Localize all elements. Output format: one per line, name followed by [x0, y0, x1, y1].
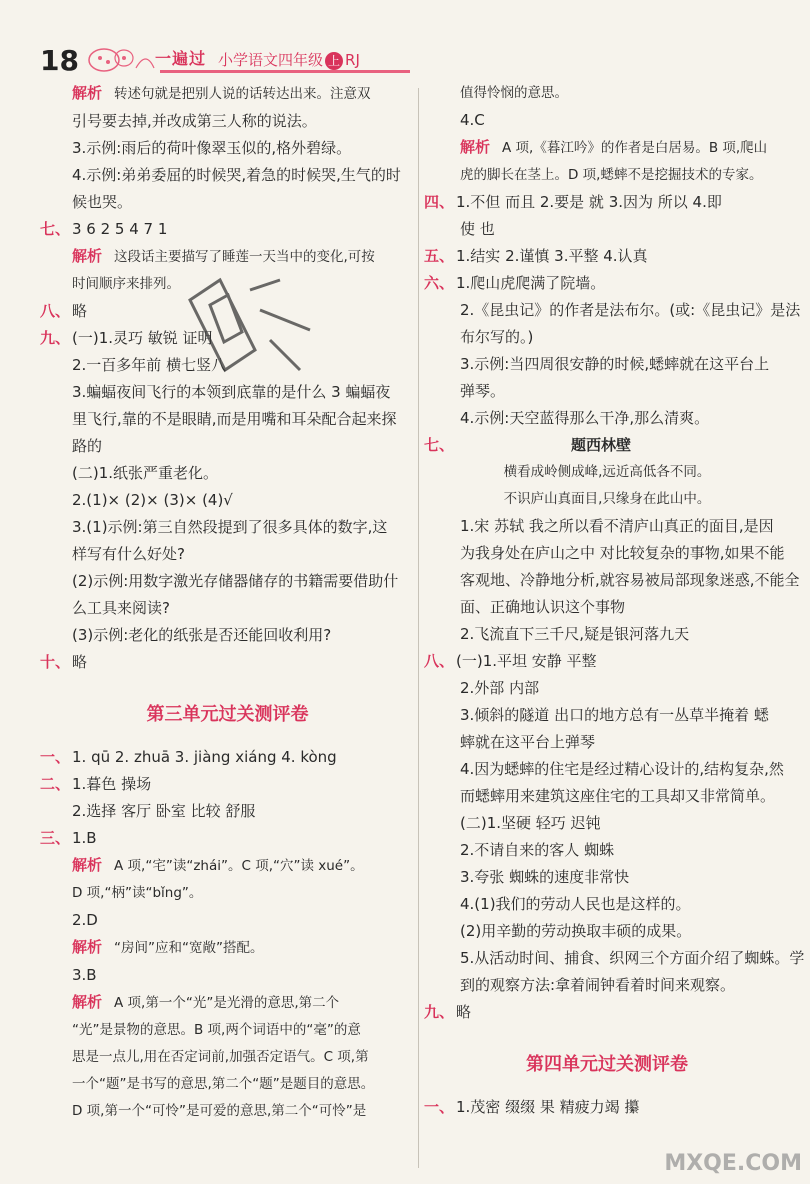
answer-line: 5.从活动时间、捕食、织网三个方面介绍了蜘蛛。学 — [460, 949, 805, 967]
question-number: 七、 — [424, 436, 455, 454]
question-number: 十、 — [40, 653, 71, 671]
answer-line — [424, 1094, 790, 1121]
answer-line: (3)示例:老化的纸张是否还能回收利用? — [72, 626, 332, 644]
answer-text: 3 6 2 5 4 7 1 — [72, 220, 168, 238]
right-column — [424, 80, 805, 1121]
question-number: 三、 — [40, 829, 71, 847]
answer-line: 路的 — [72, 437, 103, 455]
answer-line: 客观地、冷静地分析,就容易被局部现象迷惑,不能全 — [460, 571, 800, 589]
analysis-text: A 项,“宅”读“zhái”。C 项,“穴”读 xué”。 — [114, 858, 364, 874]
answer-line: 而蟋蟀用来建筑这座住宅的工具却又非常简单。 — [460, 787, 776, 805]
answer-line: 样写有什么好处? — [72, 545, 185, 563]
answer-line: 4.示例:天空蓝得那么干净,那么清爽。 — [460, 409, 710, 427]
answer-line: 3.示例:当四周很安静的时候,蟋蟀就在这平台上 — [460, 355, 770, 373]
answer-line: 2.选择 客厅 卧室 比较 舒服 — [72, 802, 256, 820]
answer-line: 2.外部 内部 — [460, 679, 540, 697]
analysis-label: 解析 — [460, 138, 491, 156]
answer-line: (二)1.纸张严重老化。 — [72, 464, 219, 482]
subject-label: 小学语文四年级 上 RJ — [218, 51, 360, 69]
answer-line: 候也哭。 — [72, 193, 133, 211]
answer-line: 3.示例:雨后的荷叶像翠玉似的,格外碧绿。 — [72, 139, 352, 157]
question-number: 八、 — [40, 302, 71, 320]
answer-line — [40, 649, 415, 676]
answer-line: 里飞行,靠的不是眼睛,而是用嘴和耳朵配合起来探 — [72, 410, 397, 428]
header-rule — [160, 70, 410, 73]
answer-line: 面、正确地认识这个事物 — [460, 598, 626, 616]
analysis-label: 解析 — [72, 993, 103, 1011]
answer-line: 布尔写的。) — [460, 328, 534, 346]
answer-line — [40, 80, 415, 108]
answer-text: 1. qū 2. zhuā 3. jiàng xiáng 4. kòng — [72, 748, 337, 766]
answer-line: 3.夸张 蜘蛛的速度非常快 — [460, 868, 630, 886]
answer-text: 略 — [72, 653, 88, 671]
term-badge: 上 — [325, 52, 343, 70]
analysis-text: 转述句就是把别人说的话转达出来。注意双 — [114, 86, 371, 102]
answer-line: D 项,第一个“可怜”是可爱的意思,第二个“可怜”是 — [72, 1103, 367, 1119]
answer-text: (一)1.灵巧 敏锐 证明 — [72, 329, 213, 347]
question-number: 二、 — [40, 775, 71, 793]
answer-line — [424, 270, 790, 297]
answer-line: (二)1.坚硬 轻巧 迟钝 — [460, 814, 601, 832]
page-header — [0, 40, 560, 80]
question-number: 五、 — [424, 247, 455, 265]
question-number: 一、 — [40, 748, 71, 766]
analysis-text: A 项,《暮江吟》的作者是白居易。B 项,爬山 — [502, 140, 768, 156]
answer-line — [424, 648, 790, 675]
answer-line: 4.C — [460, 111, 485, 129]
answer-line — [40, 243, 415, 271]
answer-text: 1.不但 而且 2.要是 就 3.因为 所以 4.即 — [456, 193, 722, 211]
answer-line — [40, 852, 415, 880]
answer-line — [424, 134, 790, 162]
answer-line: 3.倾斜的隧道 出口的地方总有一丛草半掩着 蟋 — [460, 706, 769, 724]
answer-text: 1.B — [72, 829, 97, 847]
answer-line: 2.一百多年前 横七竖八 — [72, 356, 227, 374]
section-title: 第三单元过关测评卷 — [146, 704, 309, 725]
answer-line: 时间顺序来排列。 — [72, 276, 180, 292]
answer-line: “光”是景物的意思。B 项,两个词语中的“毫”的意 — [72, 1022, 361, 1038]
question-number: 六、 — [424, 274, 455, 292]
answer-line — [40, 771, 415, 798]
answer-line: 4.示例:弟弟委屈的时候哭,着急的时候哭,生气的时 — [72, 166, 401, 184]
answer-line: 思是一点儿,用在否定词前,加强否定语气。C 项,第 — [72, 1049, 369, 1065]
section-title: 第四单元过关测评卷 — [526, 1054, 688, 1075]
answer-line — [424, 999, 790, 1026]
answer-text: 1.结实 2.谨慎 3.平整 4.认真 — [456, 247, 648, 265]
answer-text: 1.爬山虎爬满了院墙。 — [456, 274, 606, 292]
answer-line: 4.(1)我们的劳动人民也是这样的。 — [460, 895, 691, 913]
analysis-text: A 项,第一个“光”是光滑的意思,第二个 — [114, 995, 340, 1011]
answer-text: 略 — [456, 1003, 472, 1021]
answer-line: 2.(1)× (2)× (3)× (4)√ — [72, 491, 233, 509]
brand-name: 一遍过 — [155, 49, 207, 68]
answer-line: 使 也 — [460, 220, 495, 238]
question-number: 一、 — [424, 1098, 455, 1116]
answer-line: 3.B — [72, 966, 97, 984]
answer-line: 为我身处在庐山之中 对比较复杂的事物,如果不能 — [460, 544, 785, 562]
question-number: 七、 — [40, 220, 71, 238]
answer-line: (2)用辛勤的劳动换取丰硕的成果。 — [460, 922, 692, 940]
analysis-label: 解析 — [72, 856, 103, 874]
watermark: MXQE.COM — [664, 1151, 802, 1176]
analysis-label: 解析 — [72, 84, 103, 102]
answer-line: 3.(1)示例:第三自然段提到了很多具体的数字,这 — [72, 518, 388, 536]
answer-line: 么工具来阅读? — [72, 599, 170, 617]
column-divider — [418, 88, 419, 1168]
answer-line — [40, 825, 415, 852]
analysis-text: 这段话主要描写了睡莲一天当中的变化,可按 — [114, 249, 375, 265]
answer-line — [424, 432, 790, 459]
answer-line: 弹琴。 — [460, 382, 506, 400]
answer-line: (2)示例:用数字激光存储器储存的书籍需要借助什 — [72, 572, 399, 590]
answer-line: 到的观察方法:拿着闹钟看着时间来观察。 — [460, 976, 736, 994]
answer-text: (一)1.平坦 安静 平整 — [456, 652, 597, 670]
question-number: 九、 — [424, 1003, 455, 1021]
answer-line: 引号要去掉,并改成第三人称的说法。 — [72, 112, 317, 130]
answer-text: 略 — [72, 302, 88, 320]
analysis-text: “房间”应和“宽敞”搭配。 — [114, 940, 264, 956]
answer-line: 2.飞流直下三千尺,疑是银河落九天 — [460, 625, 690, 643]
answer-line — [40, 216, 415, 243]
answer-line: 一个“题”是书写的意思,第二个“题”是题目的意思。 — [72, 1076, 375, 1092]
question-number: 八、 — [424, 652, 455, 670]
answer-line — [40, 934, 415, 962]
answer-line: D 项,“柄”读“bǐng”。 — [72, 885, 203, 901]
answer-line: 虎的脚长在茎上。D 项,蟋蟀不是挖掘技术的专家。 — [460, 167, 763, 183]
answer-line: 3.蝙蝠夜间飞行的本领到底靠的是什么 3 蝙蝠夜 — [72, 383, 391, 401]
poem-title: 题西林壁 — [570, 436, 631, 454]
answer-line — [424, 243, 790, 270]
answer-text: 1.茂密 缀缀 果 精疲力竭 攥 — [456, 1098, 640, 1116]
poem-line: 横看成岭侧成峰,远近高低各不同。 — [503, 464, 711, 480]
answer-line — [424, 189, 790, 216]
answer-line: 2.《昆虫记》的作者是法布尔。(或:《昆虫记》是法 — [460, 301, 801, 319]
left-column — [40, 80, 415, 1125]
question-number: 九、 — [40, 329, 71, 347]
answer-line: 2.D — [72, 911, 98, 929]
answer-line: 值得怜悯的意思。 — [460, 85, 568, 101]
answer-line — [40, 989, 415, 1017]
answer-line: 蟀就在这平台上弹琴 — [460, 733, 596, 751]
poem-line: 不识庐山真面目,只缘身在此山中。 — [503, 491, 711, 507]
answer-line — [40, 744, 415, 771]
page-number: 18 — [40, 44, 79, 77]
answer-text: 1.暮色 操场 — [72, 775, 152, 793]
question-number: 四、 — [424, 193, 455, 211]
answer-line: 2.不请自来的客人 蜘蛛 — [460, 841, 615, 859]
analysis-label: 解析 — [72, 938, 103, 956]
analysis-label: 解析 — [72, 247, 103, 265]
answer-line: 4.因为蟋蟀的住宅是经过精心设计的,结构复杂,然 — [460, 760, 784, 778]
stamp-overlay-icon — [180, 270, 320, 390]
answer-line: 1.宋 苏轼 我之所以看不清庐山真正的面目,是因 — [460, 517, 774, 535]
